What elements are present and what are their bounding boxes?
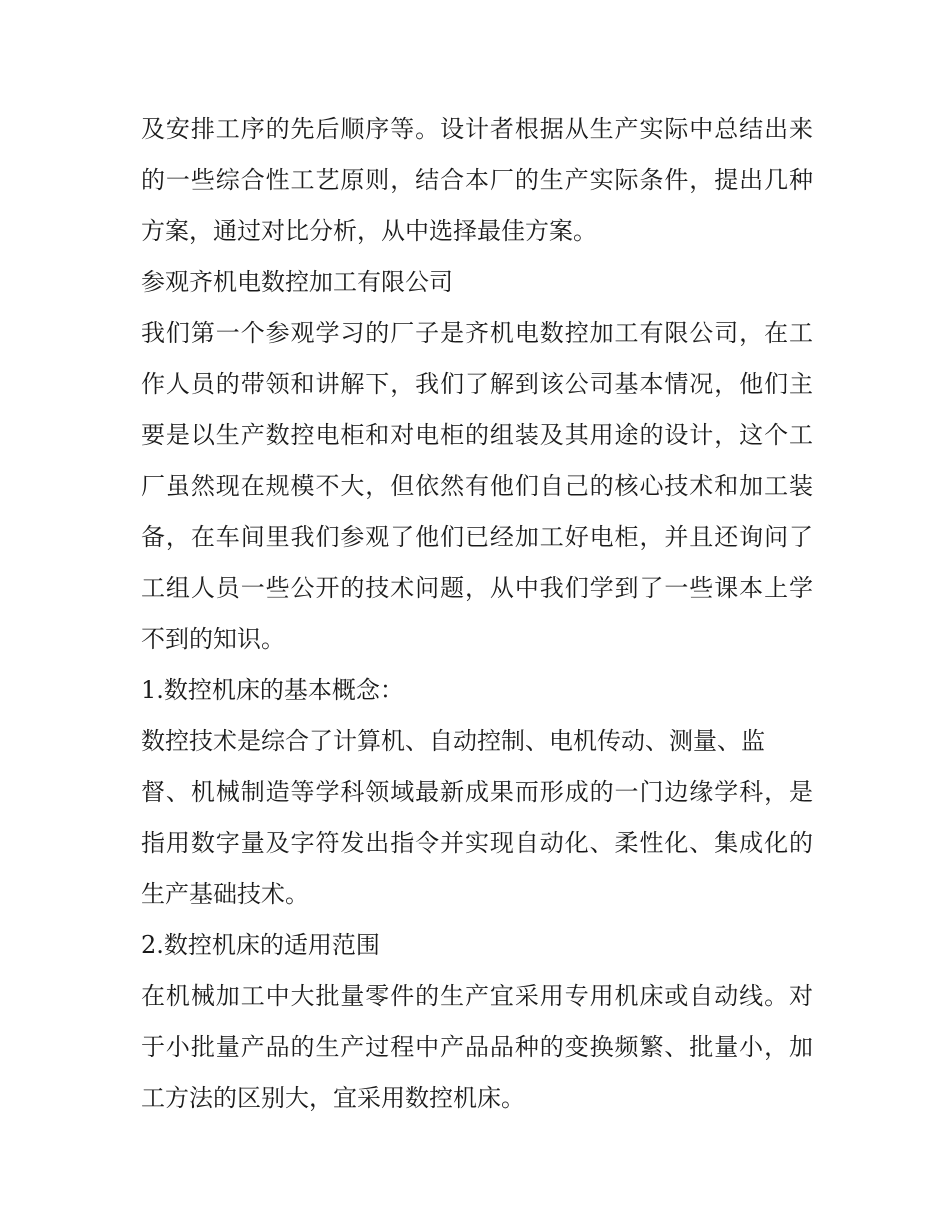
text-line: 作人员的带领和讲解下，我们了解到该公司基本情况，他们主 <box>141 370 813 398</box>
text-line: 工组人员一些公开的技术问题，从中我们学到了一些课本上学 <box>141 574 813 602</box>
document-body <box>141 104 813 1124</box>
text-line: 要是以生产数控电柜和对电柜的组装及其用途的设计，这个工 <box>141 421 813 449</box>
text-line: 厂虽然现在规模不大，但依然有他们自己的核心技术和加工装 <box>141 472 813 500</box>
text-line: 指用数字量及字符发出指令并实现自动化、柔性化、集成化的 <box>141 829 813 857</box>
text-line: 于小批量产品的生产过程中产品品种的变换频繁、批量小，加 <box>141 1033 813 1061</box>
section-heading: 参观齐机电数控加工有限公司 <box>141 268 453 296</box>
text-line: 方案，通过对比分析，从中选择最佳方案。 <box>141 217 597 245</box>
text-line: 数控技术是综合了计算机、自动控制、电机传动、测量、监 <box>141 727 765 755</box>
text-line: 督、机械制造等学科领域最新成果而形成的一门边缘学科，是 <box>141 778 813 806</box>
text-line: 的一些综合性工艺原则，结合本厂的生产实际条件，提出几种 <box>141 166 813 194</box>
section-heading: 2.数控机床的适用范围 <box>141 931 380 959</box>
section-heading: 1.数控机床的基本概念： <box>141 676 404 704</box>
text-line: 工方法的区别大，宜采用数控机床。 <box>141 1084 525 1112</box>
text-line: 及安排工序的先后顺序等。设计者根据从生产实际中总结出来 <box>141 115 813 143</box>
text-line: 备，在车间里我们参观了他们已经加工好电柜，并且还询问了 <box>141 523 813 551</box>
text-line: 生产基础技术。 <box>141 880 309 908</box>
text-line: 我们第一个参观学习的厂子是齐机电数控加工有限公司，在工 <box>141 319 813 347</box>
text-line: 在机械加工中大批量零件的生产宜采用专用机床或自动线。对 <box>141 982 813 1010</box>
text-line: 不到的知识。 <box>141 625 285 653</box>
